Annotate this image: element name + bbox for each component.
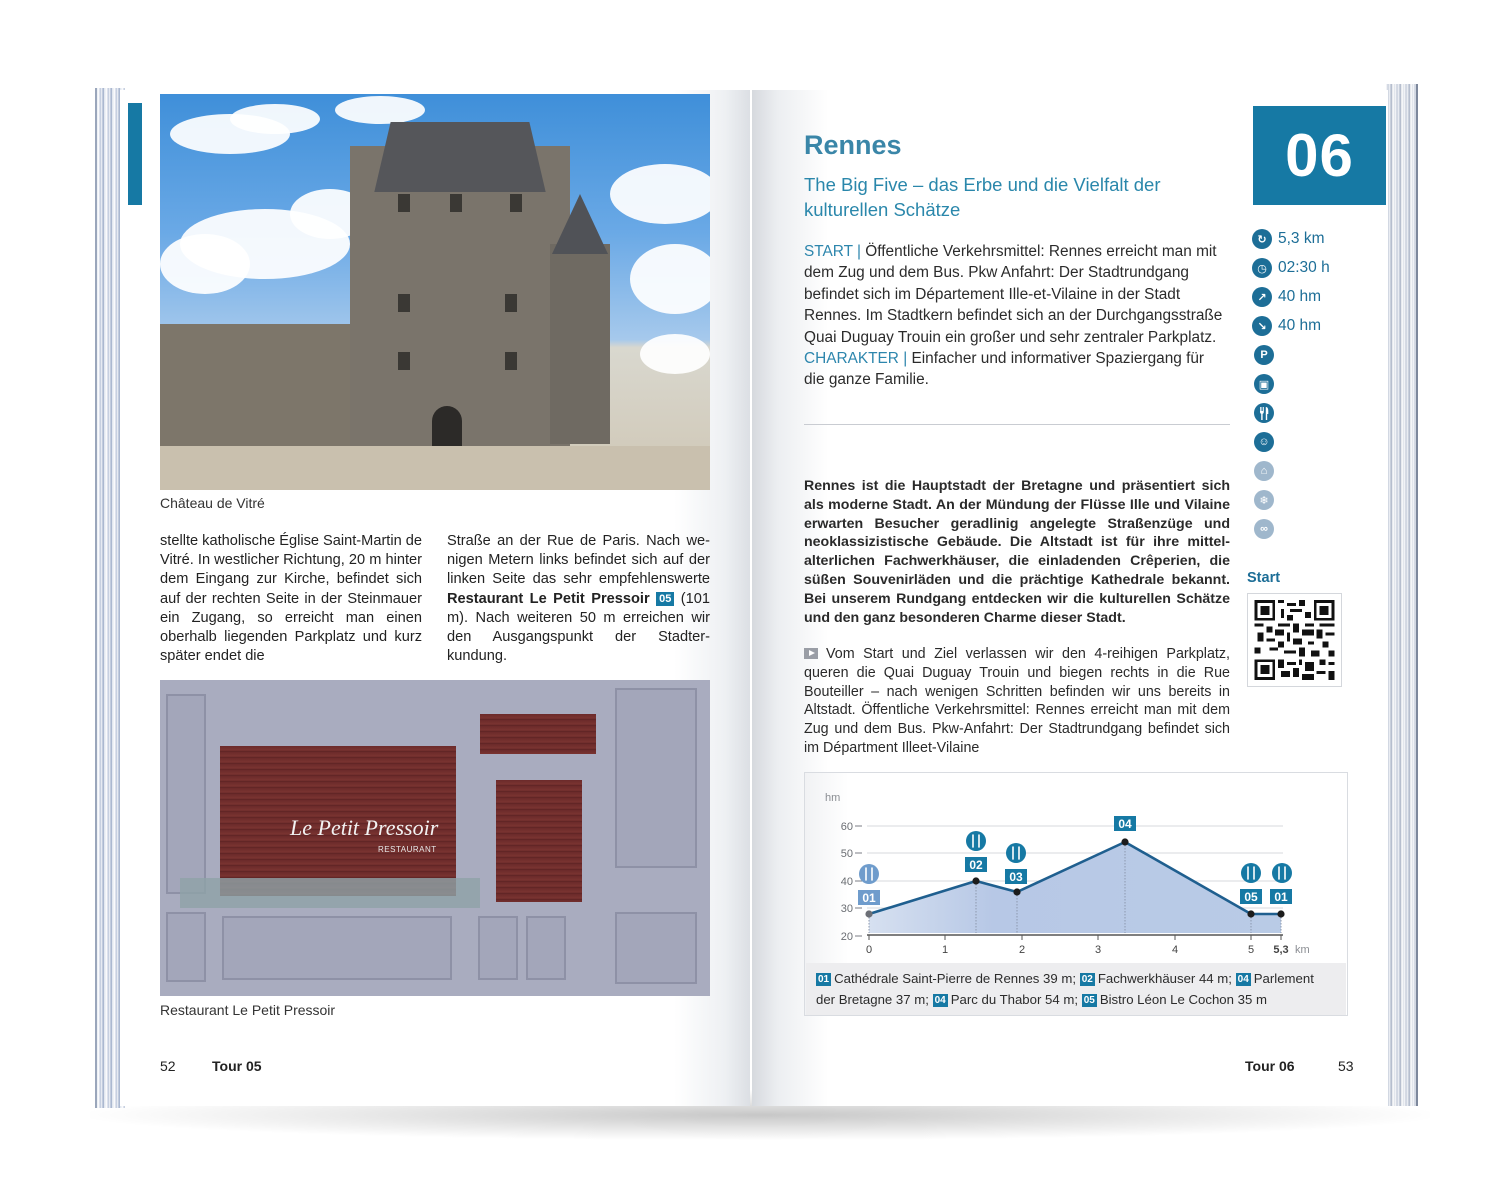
tour-number-badge: 06 xyxy=(1253,106,1386,205)
left-page-number: 52 xyxy=(160,1058,176,1074)
chateau-caption: Château de Vitré xyxy=(160,495,265,511)
left-column-2-text: Straße an der Rue de Paris. Nach wenigen Metern links befindet sich auf der linken Seite das sehr empfehlenswerte Restaurant Le Petit Pressoir 05 (101 m). Nach weiteren 50 m erreichen wir den Ausgangspunkt der Stadterkundung. xyxy=(447,533,710,665)
left-running-head: Tour 05 xyxy=(212,1058,262,1074)
legend-item: Parc du Thabor 54 m; xyxy=(950,992,1079,1007)
right-page-edges xyxy=(1386,84,1418,1106)
svg-text:5: 5 xyxy=(1247,944,1255,956)
right-running-head: Tour 06 xyxy=(1245,1058,1295,1074)
svg-text:20: 20 xyxy=(840,931,853,943)
stat-ascent: ↗ 40 hm xyxy=(1252,286,1321,308)
y-axis-unit: hm xyxy=(825,792,841,804)
start-label: START | xyxy=(804,243,862,260)
play-marker-icon xyxy=(804,648,818,659)
left-column-1-text: stellte katholische Église Saint-Martin de Vitré. In westlicher Richtung, 20 m hinter dem Eingang zur Kirche, befindet sich auf der rechten Seite in der Steinmauer ein Zugang, so erreicht man einen oberhalb liegenden Parkplatz und kurz später endet die xyxy=(160,533,423,665)
character-label: CHARAKTER | xyxy=(804,350,908,368)
restaurant-name: Restaurant Le Petit Pressoir xyxy=(447,590,650,607)
legend-item: Parlement der Bretagne 37 m; xyxy=(816,971,1314,1007)
svg-text:4: 4 xyxy=(1171,944,1179,956)
clock-icon: ◷ xyxy=(1252,258,1272,278)
legend-item: Cathédrale Saint-Pierre de Rennes 39 m; xyxy=(834,971,1077,986)
route-paragraph: Vom Start und Ziel verlassen wir den 4-reihigen Parkplatz, queren die Quai Duguay Trouin und biegen rechts in die Rue Bouteiller – nach wenigen Schritten befinden wir uns bereits in Altstadt. Öffentliche Verkehrsmittel: Rennes erreicht man mit dem Zug und dem Bus. Pkw-Anfahrt: Der Stadtrundgang befindet sich im Départment Illeet-Vilaine xyxy=(804,646,1230,756)
qr-start-label: Start xyxy=(1247,570,1281,586)
svg-text:40: 40 xyxy=(840,876,853,888)
cable-car-icon: ⌂ xyxy=(1254,461,1274,481)
page-title: Rennes xyxy=(804,130,902,160)
bus-icon: ▣ xyxy=(1254,374,1274,394)
restaurant-photo xyxy=(160,680,710,996)
chateau-photo xyxy=(160,94,710,490)
svg-text:04: 04 xyxy=(1118,817,1132,831)
legend-item: Bistro Léon Le Cochon 35 m xyxy=(1099,992,1267,1007)
svg-text:2: 2 xyxy=(1018,944,1026,956)
right-page-number: 53 xyxy=(1338,1058,1354,1074)
start-info: START | Öffentliche Verkehrsmittel: Rennes erreicht man mit dem Zug und dem Bus. Pkw Anfahrt: Der Stadtrundgang befindet sich im Département Ille-et-Vilaine in der Stadt Rennes. Im Stadtkern befindet sich an der Durchgangsstraße Quai Duguay Trouin ein großer und sehr zentraler Parkplatz. CHARAKTER | Einfacher und informativer Spaziergang für die ganze Familie. xyxy=(804,243,1223,389)
svg-text:30: 30 xyxy=(840,903,853,915)
winter-snowflake-icon: ❄ xyxy=(1254,490,1274,510)
svg-text:5,3: 5,3 xyxy=(1273,944,1289,956)
loop-distance-icon: ↻ xyxy=(1252,229,1272,249)
svg-text:03: 03 xyxy=(1009,870,1023,884)
parking-icon: P xyxy=(1254,345,1274,365)
svg-text:60: 60 xyxy=(840,821,853,833)
ascent-icon: ↗ xyxy=(1252,287,1272,307)
restaurant-icon xyxy=(1254,403,1274,423)
bicycle-icon: ∞ xyxy=(1254,519,1274,539)
svg-text:50: 50 xyxy=(840,848,853,860)
svg-text:3: 3 xyxy=(1094,944,1102,956)
svg-text:01: 01 xyxy=(1274,890,1288,904)
lead-paragraph: Rennes ist die Hauptstadt der Bretagne und präsentiert sich als moderne Stadt. An der Mündung der Flüsse Ille und Vilaine erwarten Besucher geradlinig angelegte Straßenzüge und neoklassizistische Gebäude. Die Altstadt ist für ihre mittelalterlichen Fachwerkhäuser, die einladenden Crêperien, die süßen Souvenirläden und die prächtige Kathedrale bekannt. Bei unserem Rundgang entdecken wir die kulturellen Schätze und den ganz besonderen Charme dieser Stadt. xyxy=(804,478,1230,626)
waypoint-legend: 01 Cathédrale Saint-Pierre de Rennes 39 m; 02 Fachwerkhäuser 44 m; 04 Parlement der Bretagne 37 m; 04 Parc du Thabor 54 m; 05 Bistro Léon Le Cochon 35 m xyxy=(806,963,1346,1015)
restaurant-sign: Le Petit Pressoir xyxy=(290,815,439,840)
svg-text:01: 01 xyxy=(862,891,876,905)
stat-distance: ↻ 5,3 km xyxy=(1252,228,1325,250)
section-divider xyxy=(804,424,1230,425)
svg-text:05: 05 xyxy=(1244,890,1258,904)
descent-icon: ↘ xyxy=(1252,316,1272,336)
family-kids-icon: ☺ xyxy=(1254,432,1274,452)
svg-text:0: 0 xyxy=(865,944,873,956)
restaurant-caption: Restaurant Le Petit Pressoir xyxy=(160,1002,336,1018)
stat-descent: ↘ 40 hm xyxy=(1252,315,1321,337)
page-subtitle: The Big Five – das Erbe und die Vielfalt der kulturellen Schätze xyxy=(804,174,1161,220)
x-axis-unit: km xyxy=(1295,944,1310,956)
stat-duration: ◷ 02:30 h xyxy=(1252,257,1330,279)
svg-text:02: 02 xyxy=(969,858,983,872)
qr-code[interactable] xyxy=(1247,593,1342,687)
waypoint-badge: 05 xyxy=(656,592,674,606)
svg-text:1: 1 xyxy=(941,944,949,956)
legend-item: Fachwerkhäuser 44 m; xyxy=(1097,971,1232,986)
restaurant-sign-sub: RESTAURANT xyxy=(378,845,437,854)
chapter-tab-marker xyxy=(128,103,142,205)
